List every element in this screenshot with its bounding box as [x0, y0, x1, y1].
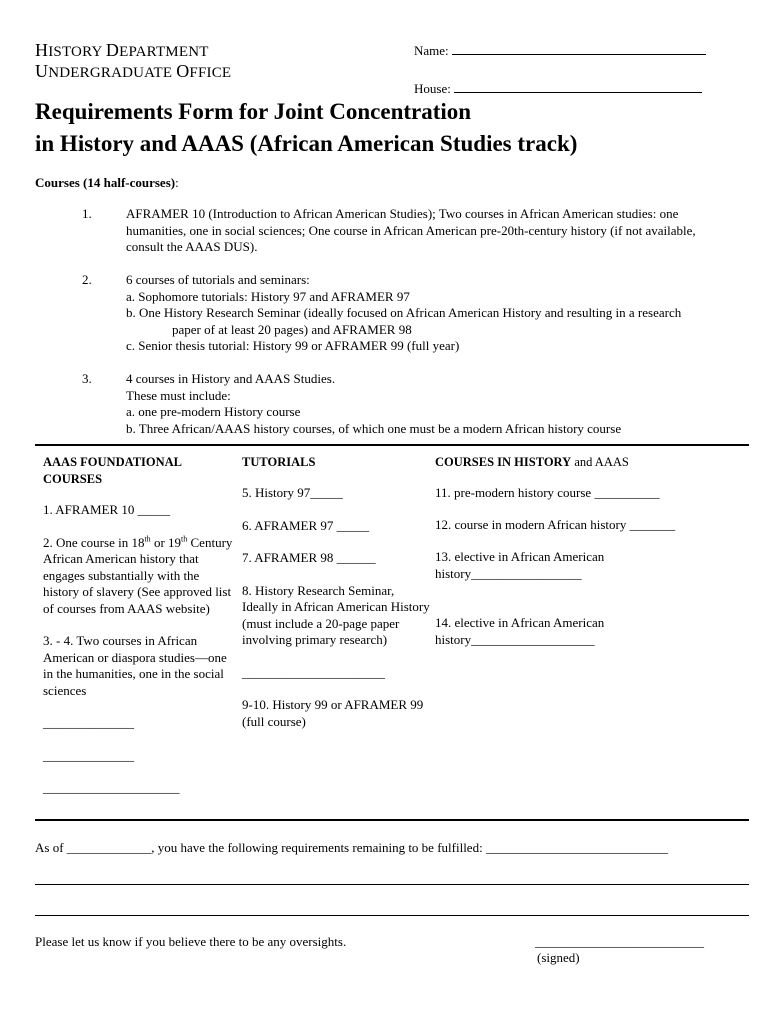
course-5[interactable]: 5. History 97_____	[242, 485, 343, 500]
requirement-1-number: 1.	[82, 206, 92, 221]
name-field[interactable]	[414, 42, 706, 59]
house-field[interactable]	[414, 80, 702, 97]
column-history-aaas	[435, 454, 690, 648]
requirement-2-number: 2.	[82, 272, 92, 287]
house-input-line[interactable]	[454, 80, 702, 93]
course-13[interactable]: 13. elective in African American history_________________	[435, 549, 605, 581]
page-subtitle: in History and AAAS (African American Studies track)	[35, 131, 578, 156]
course-7[interactable]: 7. AFRAMER 98 ______	[242, 550, 376, 565]
remaining-line-1[interactable]	[35, 884, 749, 885]
remaining-requirements-line[interactable]: As of _____________, you have the following requirements remaining to be fulfilled: ____________________________	[35, 840, 668, 855]
course-3-4: 3. - 4. Two courses in African American or diaspora studies—one in the humanities, one in the social sciences	[43, 633, 227, 698]
col2-header: TUTORIALS	[242, 455, 316, 469]
name-label: Name:	[414, 43, 449, 58]
course-1[interactable]: 1. AFRAMER 10 _____	[43, 502, 171, 517]
course-blank-line[interactable]: _____________________	[43, 780, 180, 795]
course-11[interactable]: 11. pre-modern history course __________	[435, 485, 660, 500]
page-title: Requirements Form for Joint Concentration	[35, 99, 472, 124]
course-blank-line[interactable]: ______________	[43, 715, 134, 730]
name-input-line[interactable]	[452, 42, 706, 55]
table-bottom-rule	[35, 819, 749, 821]
requirement-3-number: 3.	[82, 371, 92, 386]
course-8: 8. History Research Seminar, Ideally in African American History (must include a 20-page paper involving primary research)	[242, 582, 430, 647]
signed-label: (signed)	[537, 950, 580, 965]
course-8-blank[interactable]: ______________________	[242, 664, 385, 680]
courses-heading: Courses (14 half-courses):	[35, 175, 179, 190]
requirement-2: 6 courses of tutorials and seminars: a. Sophomore tutorials: History 97 and AFRAMER 97 b. One History Research Seminar (ideally focused on African American History and resulting in a research paper of at least 20 pages) and AFRAMER 98 c. Senior thesis tutorial: History 99 or AFRAMER 99 (full year)	[126, 272, 682, 353]
course-14[interactable]: 14. elective in African American history___________________	[435, 615, 605, 647]
signature-line[interactable]: __________________________	[535, 934, 704, 949]
course-blank-line[interactable]: ______________	[43, 747, 134, 763]
course-9-10: 9-10. History 99 or AFRAMER 99 (full course)	[242, 697, 424, 729]
department-name: HISTORY DEPARTMENT	[35, 40, 209, 60]
column-aaas-foundational	[43, 454, 233, 797]
column-tutorials	[242, 454, 430, 730]
table-top-rule	[35, 444, 749, 446]
course-12[interactable]: 12. course in modern African history _______	[435, 516, 676, 532]
col3-header: COURSES IN HISTORY and AAAS	[435, 455, 629, 469]
requirement-3: 4 courses in History and AAAS Studies. These must include: a. one pre-modern History course b. Three African/AAAS history courses, of which one must be a modern African history course	[126, 371, 622, 436]
col1-header: AAAS FOUNDATIONAL COURSES	[43, 455, 182, 486]
oversights-note: Please let us know if you believe there to be any oversights.	[35, 934, 347, 949]
course-2[interactable]: 2. One course in 18th or 19th Century African American history that engages substantially with the history of slavery (See approved list of courses from AAAS website)	[43, 534, 233, 616]
office-name: UNDERGRADUATE OFFICE	[35, 61, 232, 81]
course-6[interactable]: 6. AFRAMER 97 _____	[242, 517, 370, 533]
requirement-1: AFRAMER 10 (Introduction to African American Studies); Two courses in African American studies: one humanities, one in social sciences; One course in African American pre-20th-century history (if not available, consult the AAAS DUS).	[126, 206, 696, 254]
house-label: House:	[414, 81, 451, 96]
remaining-line-2[interactable]	[35, 915, 749, 916]
